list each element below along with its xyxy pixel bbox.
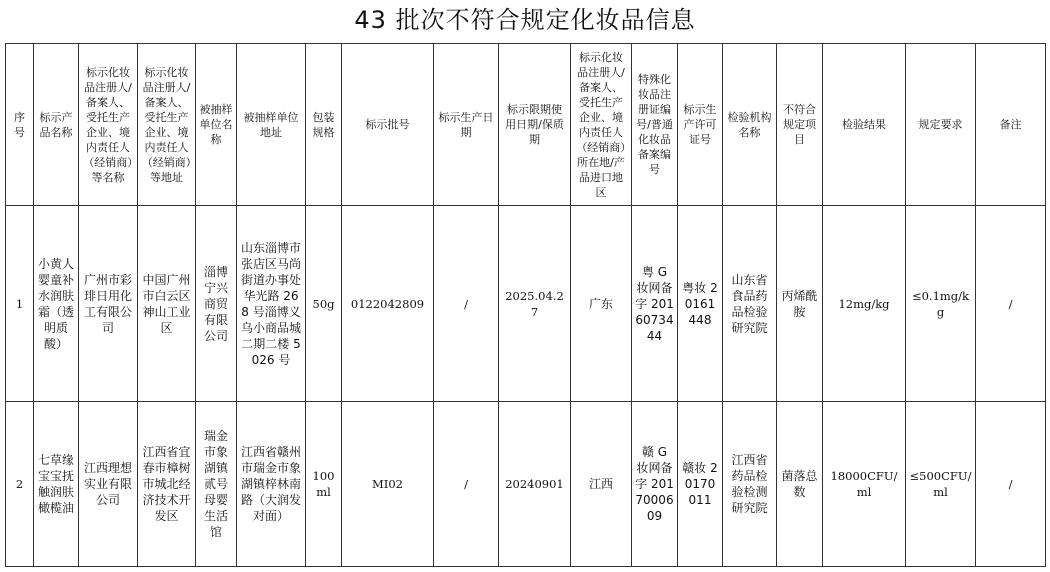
header-cell: 序号 bbox=[6, 44, 34, 206]
package-size: 50g bbox=[306, 206, 342, 402]
company-address: 中国广州市白云区神山工业区 bbox=[138, 206, 196, 402]
sampled-unit: 瑞金市象湖镇贰号母婴生活馆 bbox=[196, 402, 237, 567]
table-row bbox=[6, 206, 1046, 402]
row-number: 1 bbox=[6, 206, 34, 402]
header-cell: 标示化妆品注册人/备案人、受托生产企业、境内责任人（经销商）等名称 bbox=[79, 44, 138, 206]
product-name: 七草缘宝宝抚触润肤橄榄油 bbox=[34, 402, 79, 567]
remark: / bbox=[976, 402, 1046, 567]
sampled-address: 江西省赣州市瑞金市象湖镇梓林南路（大润发对面） bbox=[237, 402, 306, 567]
header-cell: 标示化妆品注册人/备案人、受托生产企业、境内责任人（经销商）等地址 bbox=[138, 44, 196, 206]
header-cell: 备注 bbox=[976, 44, 1046, 206]
failed-item: 菌落总数 bbox=[777, 402, 823, 567]
failed-item: 丙烯酰胺 bbox=[777, 206, 823, 402]
page-title: 43 批次不符合规定化妆品信息 bbox=[354, 6, 696, 34]
batch-number: 0122042809 bbox=[342, 206, 434, 402]
header-cell: 标示生产日期 bbox=[434, 44, 499, 206]
header-cell: 包装规格 bbox=[306, 44, 342, 206]
header-row bbox=[6, 44, 1046, 206]
header-cell: 被抽样单位名称 bbox=[196, 44, 237, 206]
header-cell: 标示批号 bbox=[342, 44, 434, 206]
sampled-unit: 淄博宁兴商贸有限公司 bbox=[196, 206, 237, 402]
region: 江西 bbox=[571, 402, 632, 567]
registration-number: 赣 G 妆网备字 2017000609 bbox=[632, 402, 678, 567]
product-name: 小黄人婴童补水润肤霜（透明质酸） bbox=[34, 206, 79, 402]
inspection-agency: 江西省药品检验检测研究院 bbox=[723, 402, 777, 567]
nonconforming-cosmetics-table bbox=[5, 43, 1046, 567]
company-name: 江西理想实业有限公司 bbox=[79, 402, 138, 567]
header-cell: 规定要求 bbox=[906, 44, 976, 206]
header-cell: 标示化妆品注册人/备案人、受托生产企业、境内责任人（经销商）所在地/产品进口地区 bbox=[571, 44, 632, 206]
license-number: 赣妆 20170011 bbox=[678, 402, 723, 567]
header-cell: 不符合规定项目 bbox=[777, 44, 823, 206]
header-cell: 检验机构名称 bbox=[723, 44, 777, 206]
test-result: 12mg/kg bbox=[823, 206, 906, 402]
header-cell: 检验结果 bbox=[823, 44, 906, 206]
production-date: / bbox=[434, 206, 499, 402]
expiry-date: 2025.04.27 bbox=[499, 206, 571, 402]
production-date: / bbox=[434, 402, 499, 567]
region: 广东 bbox=[571, 206, 632, 402]
inspection-agency: 山东省食品药品检验研究院 bbox=[723, 206, 777, 402]
header-cell: 标示限期使用日期/保质期 bbox=[499, 44, 571, 206]
registration-number: 粤 G 妆网备字 2016073444 bbox=[632, 206, 678, 402]
test-result: 18000CFU/ml bbox=[823, 402, 906, 567]
remark: / bbox=[976, 206, 1046, 402]
license-number: 粤妆 20161448 bbox=[678, 206, 723, 402]
batch-number: MI02 bbox=[342, 402, 434, 567]
header-cell: 特殊化妆品注册证编号/普通化妆品备案编号 bbox=[632, 44, 678, 206]
requirement: ≤500CFU/ml bbox=[906, 402, 976, 567]
sampled-address: 山东淄博市张店区马尚街道办事处华光路 268 号淄博义乌小商品城二期二楼 5026 号 bbox=[237, 206, 306, 402]
header-cell: 被抽样单位地址 bbox=[237, 44, 306, 206]
header-cell: 标示生产许可证号 bbox=[678, 44, 723, 206]
header-cell: 标示产品名称 bbox=[34, 44, 79, 206]
table-row bbox=[6, 402, 1046, 567]
package-size: 100ml bbox=[306, 402, 342, 567]
company-name: 广州市彩琲日用化工有限公司 bbox=[79, 206, 138, 402]
expiry-date: 20240901 bbox=[499, 402, 571, 567]
requirement: ≤0.1mg/kg bbox=[906, 206, 976, 402]
row-number: 2 bbox=[6, 402, 34, 567]
company-address: 江西省宜春市樟树市城北经济技术开发区 bbox=[138, 402, 196, 567]
